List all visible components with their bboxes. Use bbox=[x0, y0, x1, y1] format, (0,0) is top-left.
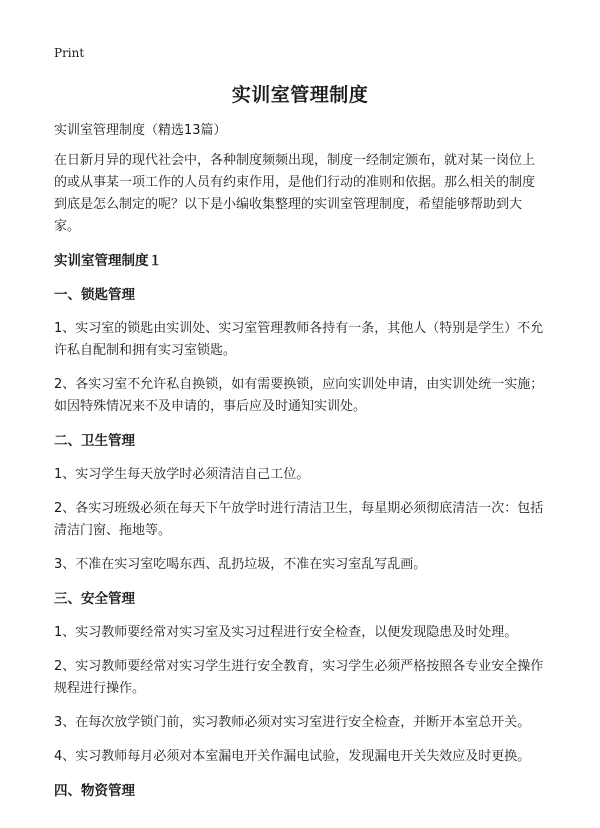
document-body bbox=[54, 120, 546, 814]
paragraph: 3、不准在实习室吃喝东西、乱扔垃圾，不准在实习室乱写乱画。 bbox=[54, 557, 427, 572]
section-heading: 二、卫生管理 bbox=[54, 433, 135, 449]
document-subtitle: 实训室管理制度（精选13篇） bbox=[54, 123, 227, 138]
print-link[interactable]: Print bbox=[54, 46, 85, 60]
paragraph: 3、在每次放学锁门前，实习教师必须对实习室进行安全检查，并断开本室总开关。 bbox=[54, 715, 531, 730]
paragraph: 2、各实习室不允许私自换锁，如有需要换锁，应向实训处申请，由实训处统一实施；如因特殊情况来不及申请的，事后应及时通知实训处。 bbox=[54, 377, 544, 414]
section-heading: 一、锁匙管理 bbox=[54, 287, 135, 303]
paragraph: 1、实习学生每天放学时必须清洁自己工位。 bbox=[54, 467, 310, 482]
document-title: 实训室管理制度 bbox=[231, 84, 369, 106]
section-heading: 四、物资管理 bbox=[54, 783, 135, 799]
section-title: 实训室管理制度１ bbox=[54, 253, 162, 269]
paragraph: 1、实习教师要经常对实习室及实习过程进行安全检查，以便发现隐患及时处理。 bbox=[54, 625, 518, 640]
intro-paragraph: 在日新月异的现代社会中，各种制度频频出现，制度一经制定颁布，就对某一岗位上的或从事某一项工作的人员有约束作用，是他们行动的准则和依据。那么相关的制度到底是怎么制定的呢？以下是小编收集整理的实训室管理制度，希望能够帮助到大家。 bbox=[54, 153, 536, 234]
paragraph: 4、实习教师每月必须对本室漏电开关作漏电试验，发现漏电开关失效应及时更换。 bbox=[54, 749, 531, 764]
section-heading: 三、安全管理 bbox=[54, 591, 135, 607]
paragraph: 1、实习室的锁匙由实训处、实习室管理教师各持有一条，其他人（特别是学生）不允许私自配制和拥有实习室锁匙。 bbox=[54, 321, 544, 358]
paragraph: 2、各实习班级必须在每天下午放学时进行清洁卫生，每星期必须彻底清洁一次：包括清洁门窗、拖地等。 bbox=[54, 501, 544, 538]
paragraph: 2、实习教师要经常对实习学生进行安全教育，实习学生必须严格按照各专业安全操作规程进行操作。 bbox=[54, 659, 544, 696]
